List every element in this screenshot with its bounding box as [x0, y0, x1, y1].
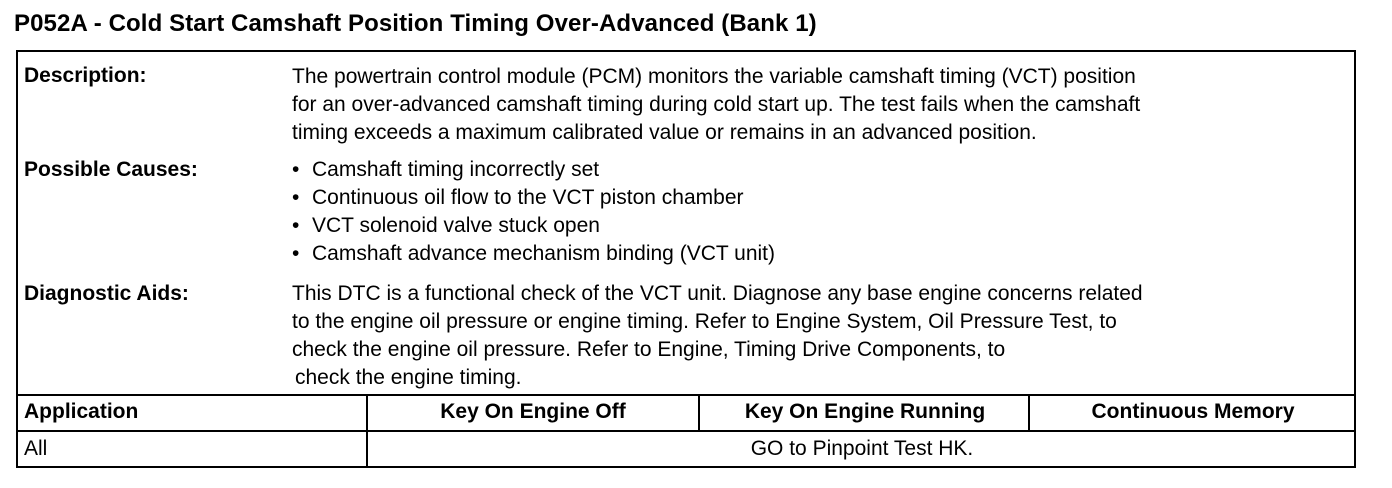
diagnostic-aids-line: to the engine oil pressure or engine timing. Refer to Engine System, Oil Pressure Test, to	[292, 310, 1117, 333]
diagnostic-aids-line: check the engine oil pressure. Refer to Engine, Timing Drive Components, to	[292, 338, 1006, 361]
diagnostic-aids-label: Diagnostic Aids:	[24, 282, 189, 305]
cell-pinpoint-test: GO to Pinpoint Test HK.	[750, 437, 974, 460]
column-divider	[698, 394, 700, 430]
header-application: Application	[24, 400, 139, 423]
column-divider	[1028, 394, 1030, 430]
cause-item: • Camshaft timing incorrectly set	[292, 156, 1350, 184]
cause-item: • Continuous oil flow to the VCT piston chamber	[292, 184, 1350, 212]
cause-item: • VCT solenoid valve stuck open	[292, 212, 1350, 240]
possible-causes-label: Possible Causes:	[24, 158, 198, 181]
diagnostic-aids-line: check the engine timing.	[295, 366, 522, 389]
description-line: timing exceeds a maximum calibrated value or remains in an advanced position.	[292, 121, 1037, 144]
header-key-on-engine-off: Key On Engine Off	[440, 400, 626, 423]
application-table	[18, 394, 1354, 466]
diagnostic-aids-line: This DTC is a functional check of the VCT unit. Diagnose any base engine concerns related	[292, 282, 1143, 305]
cell-application: All	[24, 437, 48, 460]
possible-causes-list	[292, 156, 1350, 268]
header-key-on-engine-running: Key On Engine Running	[744, 400, 986, 423]
page-title: P052A - Cold Start Camshaft Position Timing Over-Advanced (Bank 1)	[14, 10, 817, 37]
description-line: The powertrain control module (PCM) monitors the variable camshaft timing (VCT) position	[292, 65, 1136, 88]
dtc-details	[18, 52, 1354, 396]
row-divider	[18, 430, 1354, 432]
column-divider	[366, 394, 368, 466]
description-label: Description:	[24, 64, 147, 87]
description-line: for an over-advanced camshaft timing during cold start up. The test fails when the camshaft	[292, 93, 1141, 116]
cause-item: • Camshaft advance mechanism binding (VCT unit)	[292, 240, 1350, 268]
description-text	[292, 63, 1350, 147]
diagnostic-aids-text	[292, 280, 1350, 392]
dtc-info-box	[16, 50, 1356, 468]
header-continuous-memory: Continuous Memory	[1091, 400, 1295, 423]
